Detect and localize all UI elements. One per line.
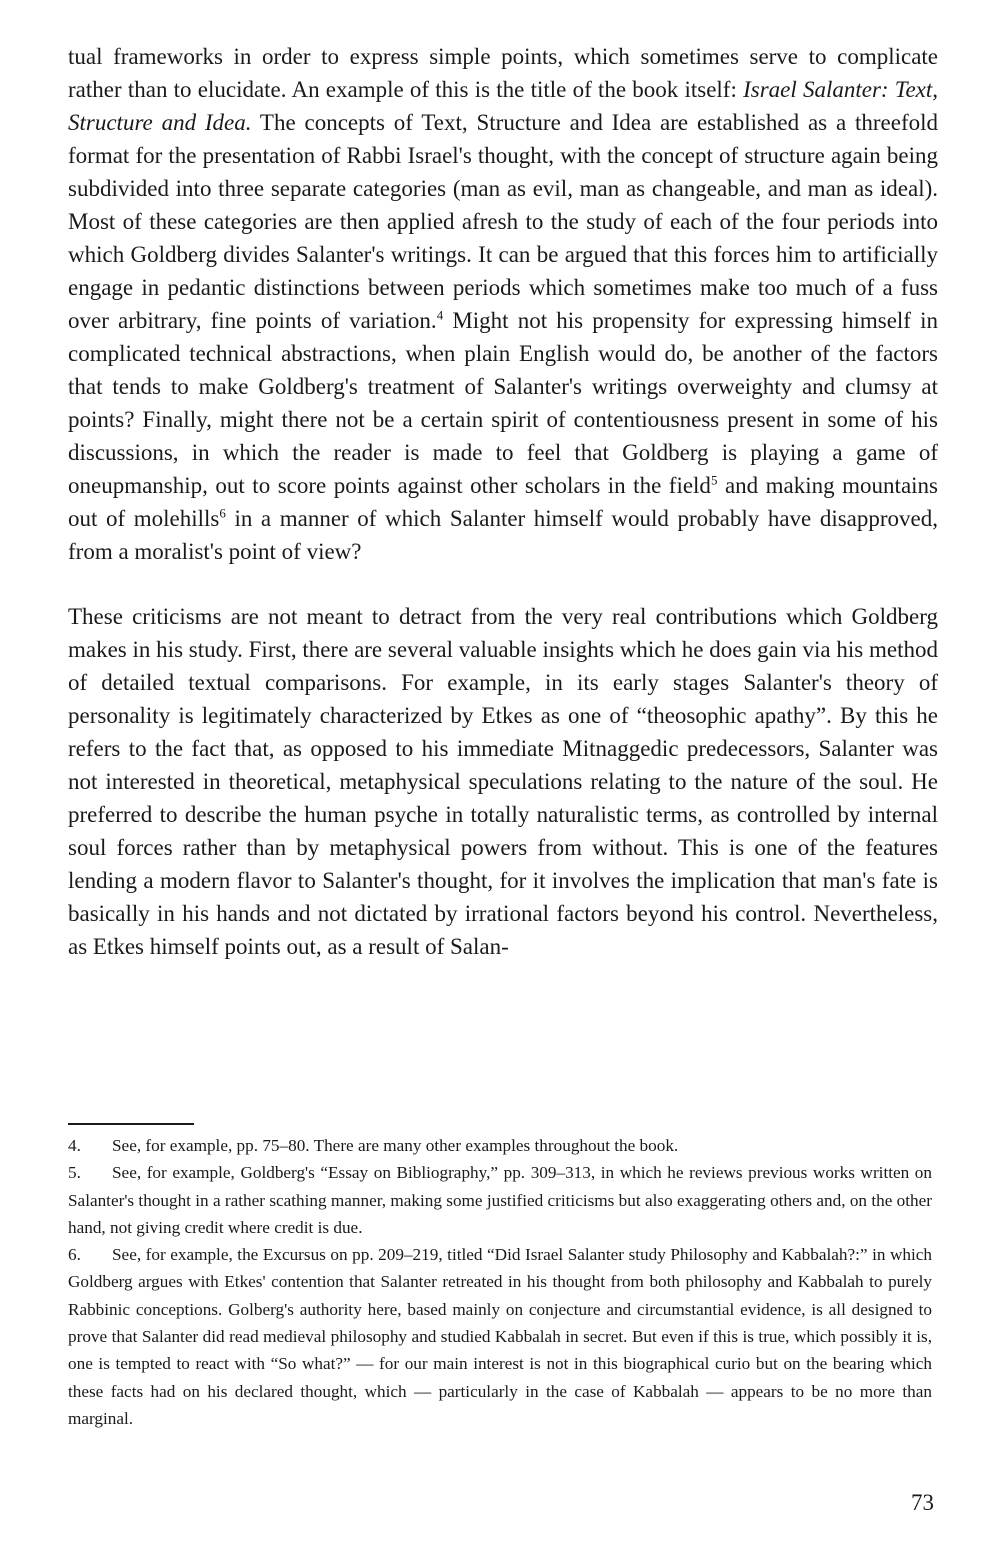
book-title: Israel Salanter: Text, Structure and Idea. (68, 77, 939, 135)
footnote-number: 6. (68, 1245, 81, 1265)
footnote-text: See, for example, the Excursus on pp. 209–219, titled “Did Israel Salanter study Philosophy and Kabbalah?:” in which Goldberg argues with Etkes' contention that Salanter retreated in his thought from both philosophy and Kabbalah to purely Rabbinic conceptions. Golberg's authority here, based mainly on conjecture and circumstantial evidence, is all designed to prove that Salanter did read medieval philosophy and studied Kabbalah in secret. But even if this is true, which possibly it is, one is tempted to react with “So what?” — for our main interest is not in this biographical curio but on the bearing which these facts had on his declared thought, which — particularly in the case of Kabbalah — appears to be no more than marginal. (68, 1245, 932, 1428)
body-paragraph-1 (68, 40, 938, 568)
footnote-number: 4. (68, 1136, 81, 1155)
paragraph-1-text-b: The concepts of Text, Structure and Idea are established as a threefold format for the presentation of Rabbi Israel's thought, with the concept of structure again being subdivided into three separate categories (man as evil, man as changeable, and man as ideal). Most of these categories are then applied afresh to the study of each of the four periods into which Goldberg divides Salanter's writings. It can be argued that this forces him to artificially engage in pedantic distinctions between periods which sometimes make too much of a fuss over arbitrary, fine points of variation. (68, 110, 938, 333)
footnote-ref-4[interactable]: 4 (436, 307, 444, 323)
footnote-ref-5[interactable]: 5 (710, 472, 718, 488)
paragraph-1-text-d: and making mountains out of molehills (68, 473, 938, 531)
footnote-text: See, for example, Goldberg's “Essay on Bibliography,” pp. 309–313, in which he reviews previous works written on Salanter's thought in a rather scathing manner, making some justified criticisms but also exaggerating others and, on the other hand, not giving credit where credit is due. (68, 1163, 932, 1237)
footnote-number: 5. (68, 1163, 81, 1183)
footnote-ref-6[interactable]: 6 (219, 505, 226, 521)
paragraph-1-text-c: Might not his propensity for expressing himself in complicated technical abstractions, when plain English would do, be another of the factors that tends to make Goldberg's treatment of Salanter's writings overweighty and clumsy at points? Finally, might there not be a certain spirit of contentiousness present in some of his discussions, in which the reader is made to feel that Goldberg is playing a game of oneupmanship, out to score points against other scholars in the field (68, 308, 938, 498)
paragraph-1-text-a: tual frameworks in order to express simple points, which sometimes serve to complicate rather than to elucidate. An example of this is the title of the book itself: (68, 44, 938, 102)
footnote-text: See, for example, pp. 75–80. There are many other examples throughout the book. (112, 1136, 679, 1155)
body-paragraph-2: These criticisms are not meant to detract from the very real contributions which Goldberg makes in his study. First, there are several valuable insights which he does gain via his method of detailed textual comparisons. For example, in its early stages Salanter's theory of personality is legitimately characterized by Etkes as one of “theosophic apathy”. By this he refers to the fact that, as opposed to his immediate Mitnaggedic predecessors, Salanter was not interested in theoretical, metaphysical speculations relating to the nature of the soul. He preferred to describe the human psyche in totally naturalistic terms, as controlled by internal soul forces rather than by metaphysical powers from without. This is one of the features lending a modern flavor to Salanter's thought, for it involves the implication that man's fate is basically in his hands and not dictated by irrational factors beyond his control. Nevertheless, as Etkes himself points out, as a result of Salan- (68, 604, 938, 959)
paragraph-1-text-e: in a manner of which Salanter himself would probably have disapproved, from a moralist's point of view? (68, 506, 938, 564)
footnote-divider (68, 1123, 194, 1125)
page-number: 73 (911, 1490, 934, 1515)
footnote-5 (68, 1159, 932, 1241)
document-page (68, 40, 938, 1540)
footnotes-section (68, 1132, 932, 1432)
footnote-6 (68, 1241, 932, 1432)
footnote-4 (68, 1132, 932, 1159)
